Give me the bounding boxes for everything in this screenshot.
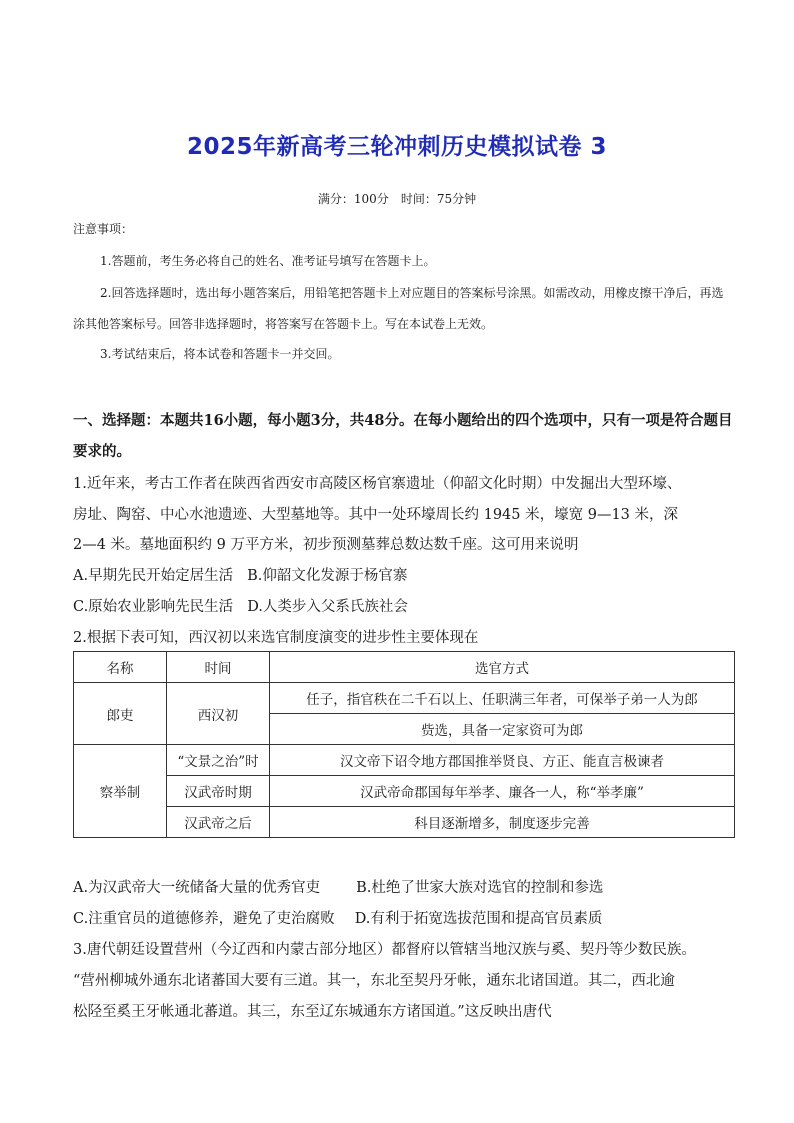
q2-option-a: A.为汉武帝大一统储备大量的优秀官吏 — [73, 880, 321, 896]
selection-system-table — [73, 651, 735, 838]
q2-stem: 2.根据下表可知，西汉初以来选官制度演变的进步性主要体现在 — [73, 630, 479, 646]
table-cell: 任子，指官秩在二千石以上、任职满三年者，可保举子弟一人为郎 — [270, 683, 735, 714]
q2-option-b: B.杜绝了世家大族对选官的控制和参选 — [356, 880, 604, 896]
table-cell: 汉武帝时期 — [167, 776, 270, 807]
table-row — [74, 745, 735, 776]
table-cell: “文景之治”时 — [167, 745, 270, 776]
exam-title: 2025年新高考三轮冲刺历史模拟试卷 3 — [186, 134, 608, 160]
table-cell: 汉文帝下诏令地方郡国推举贤良、方正、能直言极谏者 — [270, 745, 735, 776]
q1-line-1: 1.近年来，考古工作者在陕西省西安市高陵区杨官寨遗址（仰韶文化时期）中发掘出大型环壕、 — [73, 476, 682, 492]
table-row — [74, 776, 735, 807]
q2-options-row-2 — [73, 907, 602, 928]
notice-item-2: 2.回答选择题时，选出每小题答案后，用铅笔把答题卡上对应题目的答案标号涂黑。如需改动，用橡皮擦干净后，再选涂其他答案标号。回答非选择题时，将答案写在答题卡上。写在本试卷上无效。 — [73, 286, 724, 331]
table-cell: 科目逐渐增多，制度逐步完善 — [270, 807, 735, 838]
q1-options-row-1 — [73, 564, 407, 585]
table-cell: 郎吏 — [74, 683, 167, 745]
table-header-row — [74, 652, 735, 683]
q2-option-d: D.有利于拓宽选拔范围和提高官员素质 — [354, 911, 603, 927]
q1-option-b: B.仰韶文化发源于杨官寨 — [247, 568, 408, 584]
table-cell: 汉武帝命郡国每年举孝、廉各一人，称“举孝廉” — [270, 776, 735, 807]
exam-meta — [0, 190, 794, 207]
q1-options-row-2 — [73, 595, 408, 616]
table-row — [74, 807, 735, 838]
exam-time: 时间：75分钟 — [400, 192, 477, 206]
q1-option-a: A.早期先民开始定居生活 — [73, 568, 234, 584]
q1-line-3: 2—4 米。墓地面积约 9 万平方米，初步预测墓葬总数达数千座。这可用来说明 — [73, 537, 579, 553]
table-cell: 察举制 — [74, 745, 167, 838]
q3-line-1: 3.唐代朝廷设置营州（今辽西和内蒙古部分地区）都督府以管辖当地汉族与奚、契丹等少数民族。 — [73, 942, 696, 958]
full-score: 满分：100分 — [317, 192, 389, 206]
table-row — [74, 683, 735, 714]
notice-heading: 注意事项： — [73, 222, 134, 236]
notice-item-1: 1.答题前，考生务必将自己的姓名、准考证号填写在答题卡上。 — [100, 254, 436, 268]
table-header: 名称 — [74, 652, 167, 683]
table-cell: 赀选，具备一定家资可为郎 — [270, 714, 735, 745]
table-header: 选官方式 — [270, 652, 735, 683]
q2-option-c: C.注重官员的道德修养，避免了吏治腐败 — [73, 911, 335, 927]
q3-line-2: “营州柳城外通东北诸蕃国大要有三道。其一，东北至契丹牙帐，通东北诸国道。其二，西北逾 — [73, 973, 675, 989]
notice-item-3: 3.考试结束后，将本试卷和答题卡一并交回。 — [100, 347, 340, 361]
q1-option-d: D.人类步入父系氏族社会 — [247, 599, 408, 615]
section-heading: 一、选择题：本题共16小题，每小题3分，共48分。在每小题给出的四个选项中，只有一项是符合题目要求的。 — [73, 412, 733, 460]
q2-options-row-1 — [73, 876, 603, 897]
table-header: 时间 — [167, 652, 270, 683]
q1-line-2: 房址、陶窑、中心水池遗迹、大型墓地等。其中一处环壕周长约 1945 米，壕宽 9—13 米，深 — [73, 507, 679, 523]
q3-line-3: 松陉至奚王牙帐通北蕃道。其三，东至辽东城通东方诸国道。”这反映出唐代 — [73, 1004, 552, 1020]
table-cell: 西汉初 — [167, 683, 270, 745]
q1-option-c: C.原始农业影响先民生活 — [73, 599, 234, 615]
table-cell: 汉武帝之后 — [167, 807, 270, 838]
